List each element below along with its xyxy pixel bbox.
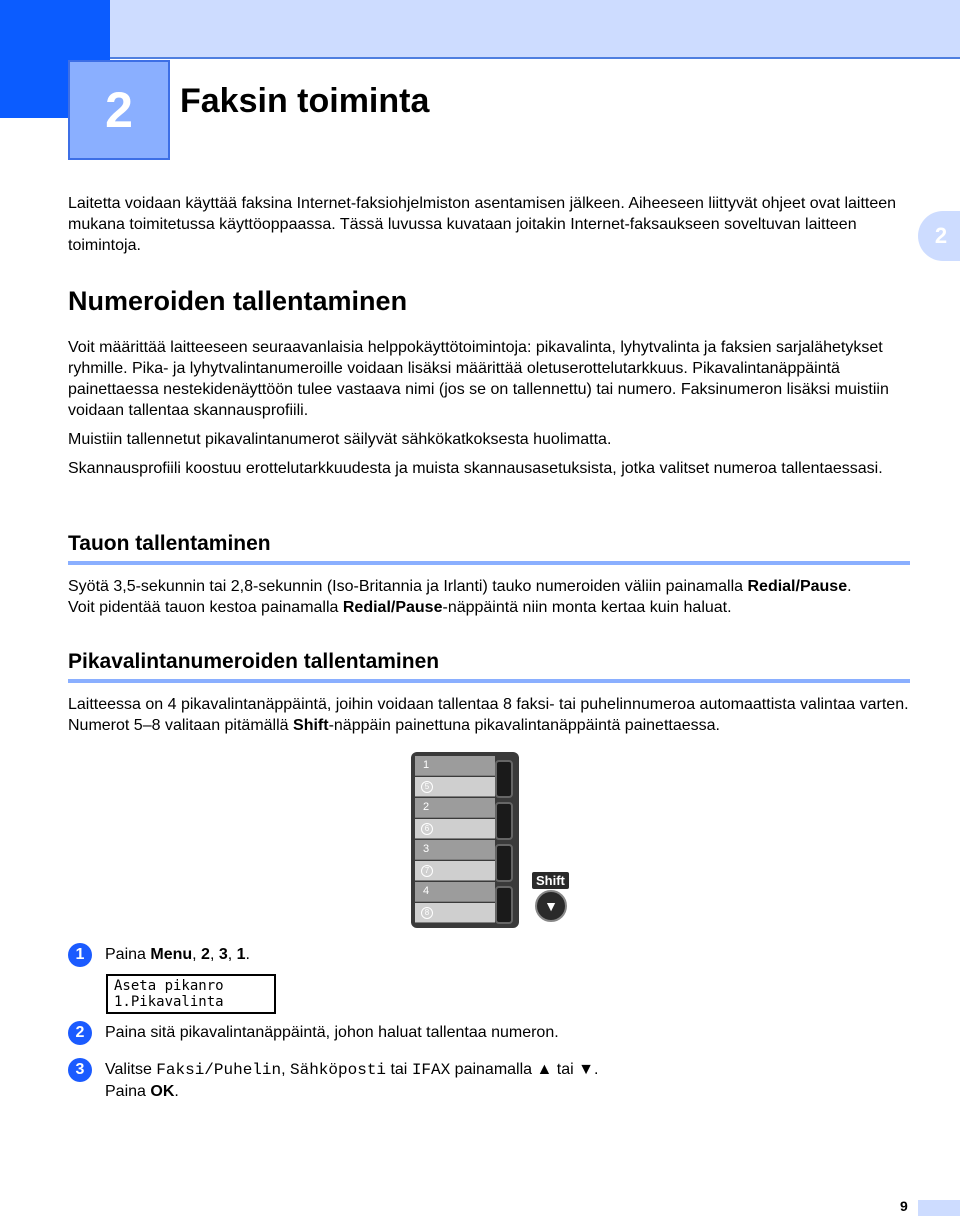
down-arrow-icon: ▼ [544,898,558,914]
side-tab-number: 2 [934,223,948,248]
speed-dial-label-2: 2 [423,801,430,813]
speed-dial-label-7: 7 [421,865,433,877]
intro-paragraph: Laitetta voidaan käyttää faksina Internet-faksiohjelmiston asentamisen jälkeen. Aiheeseen liittyvät ohjeet ovat laitteen mukana toimitetussa käyttöoppaassa. Tässä luvussa kuvataan joitakin Internet-faksaukseen soveltuvan laitteen toimintoja. [68,195,897,254]
step-3-pre: Valitse [105,1061,157,1078]
step-1-sep: , [209,946,219,963]
header-rule [110,57,960,59]
section2-text-a: Syötä 3,5-sekunnin tai 2,8-sekunnin (Iso-Britannia ja Irlanti) tauko numeroiden väliin painamalla [68,578,748,595]
shift-button-illustration [535,890,567,922]
step-3-line2-end: . [174,1083,179,1100]
redial-pause-key-label: Redial/Pause [747,578,848,595]
lcd-display [106,974,276,1014]
menu-key-label: Menu [150,946,193,963]
shift-key-label: Shift [293,717,329,734]
speed-dial-label-6: 6 [421,823,433,835]
section2-text-b: . [847,578,852,595]
section1-paragraph-1: Voit määrittää laitteeseen seuraavanlaisia helppokäyttötoimintoja: pikavalinta, lyhytvalinta ja faksien sarjalähetykset ryhmille. Pika- ja lyhytvalintanumeroille voidaan lisäksi määrittää oletuserottelutarkkuus. Pikavalintanäppäintä painettaessa nestekidenäyttöön tulee vastaava nimi (jos se on tallennettu) tai numero. Faksinumeron lisäksi muistiin voidaan tallentaa skannausprofiili. [68,339,889,419]
speed-dial-key-4 [495,886,513,924]
speed-dial-label-5: 5 [421,781,433,793]
speed-dial-key-3 [495,844,513,882]
page-number-bar [918,1200,960,1216]
step-1-sep: , [227,946,237,963]
step-2-marker: 2 [68,1021,92,1045]
section-rule-pause [68,561,910,565]
step-3-line2-pre: Paina [105,1083,151,1100]
step-1-pre: Paina [105,946,151,963]
chapter-side-tab [918,211,960,261]
speed-dial-key-2 [495,802,513,840]
section1-paragraph-3: Skannausprofiili koostuu erottelutarkkuudesta ja muista skannausasetuksista, jotka valitset numeroa tallentaessasi. [68,460,883,477]
speed-dial-label-4: 4 [423,885,430,897]
speed-dial-label-row [415,819,495,839]
step-3-text [105,1059,598,1102]
section3-text-b: -näppäin painettuna pikavalintanäppäintä painettaessa. [328,717,720,734]
section2-text-d: -näppäintä niin monta kertaa kuin haluat. [442,599,732,616]
chapter-number: 2 [105,82,133,138]
shift-key-caption: Shift [532,872,569,889]
section-title-numbers: Numeroiden tallentaminen [68,286,408,316]
section1-paragraph-2: Muistiin tallennetut pikavalintanumerot säilyvät sähkökatkoksesta huolimatta. [68,431,612,448]
header-band [110,0,960,58]
chapter-title: Faksin toiminta [180,82,430,120]
speed-dial-label-row [415,756,495,776]
ok-key-label: OK [150,1083,175,1100]
speed-dial-label-row [415,798,495,818]
speed-dial-key-1 [495,760,513,798]
section3-text-a: Laitteessa on 4 pikavalintanäppäintä, joihin voidaan tallentaa 8 faksi- tai puhelinnumeroa automaattista valintaa varten. Numerot 5–8 valitaan pitämällä [68,696,909,734]
step-2-text: Paina sitä pikavalintanäppäintä, johon haluat tallentaa numeron. [105,1024,559,1041]
section2-paragraph [68,576,918,618]
section3-paragraph [68,694,918,736]
step-1-end: . [245,946,250,963]
step-1-sep: , [192,946,202,963]
speed-dial-label-row [415,777,495,797]
speed-dial-label-row [415,861,495,881]
speed-dial-labels [415,756,501,924]
step-1-marker: 1 [68,943,92,967]
option-email: Sähköposti [290,1061,387,1079]
speed-dial-label-row [415,840,495,860]
page-number: 9 [900,1198,908,1214]
speed-dial-panel-illustration [411,752,519,928]
section2-text-c: Voit pidentää tauon kestoa painamalla [68,599,343,616]
lcd-line-1: Aseta pikanro [114,978,224,994]
step-1-text [105,944,250,965]
redial-pause-key-label-2: Redial/Pause [342,599,443,616]
chapter-number-box [68,60,170,160]
speed-dial-label-8: 8 [421,907,433,919]
speed-dial-label-row [415,882,495,902]
step-3-post: painamalla ▲ tai ▼. [450,1061,599,1078]
step-3-sep: , [281,1061,290,1078]
option-ifax: IFAX [411,1061,451,1079]
section-title-speed-dial: Pikavalintanumeroiden tallentaminen [68,650,440,673]
step-3-mid: tai [386,1061,412,1078]
key-1-label: 1 [236,946,246,963]
step-3-marker: 3 [68,1058,92,1082]
key-3-label: 3 [218,946,228,963]
lcd-line-2: 1.Pikavalinta [114,994,224,1010]
key-2-label: 2 [201,946,210,963]
speed-dial-label-3: 3 [423,843,430,855]
speed-dial-label-row [415,903,495,923]
section-title-pause: Tauon tallentaminen [68,532,271,555]
section-rule-speed-dial [68,679,910,683]
option-fax-phone: Faksi/Puhelin [156,1061,282,1079]
speed-dial-label-1: 1 [423,759,430,771]
